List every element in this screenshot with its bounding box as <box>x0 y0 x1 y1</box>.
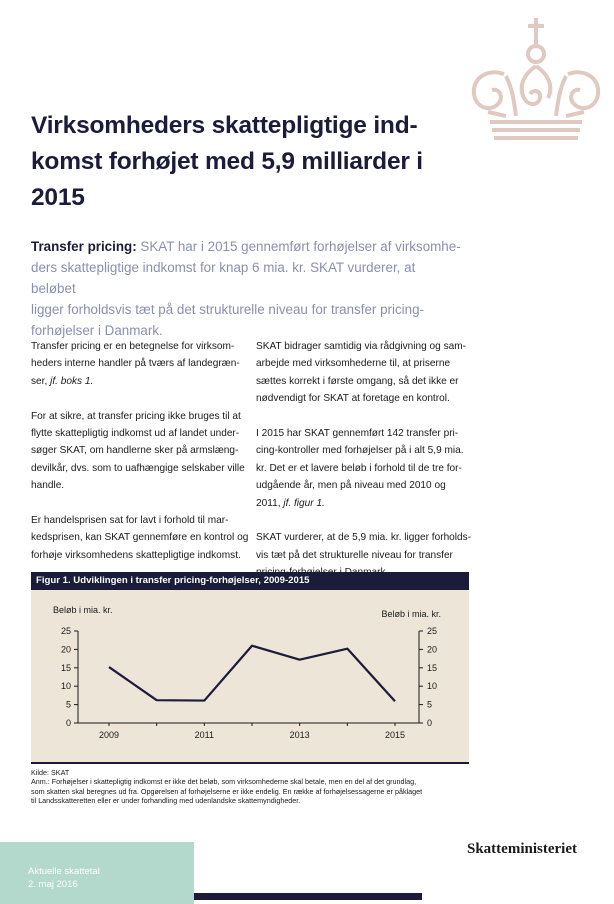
body-line: devilkår, dvs. som to uafhængige selskaber ville <box>31 462 245 474</box>
body-paragraph <box>31 338 249 390</box>
publication-date: 2. maj 2016 <box>28 879 78 890</box>
lead-line: SKAT har i 2015 gennemført forhøjelser af virksomhe- <box>136 239 461 254</box>
body-line: vis tæt på det strukturelle niveau for transfer <box>256 549 453 561</box>
lead-line: ders skattepligtige indkomst for knap 6 mia. kr. SKAT vurderer, at beløbet <box>31 260 416 296</box>
body-line: cing-kontroller med forhøjelser på i alt 5,9 mia. <box>256 445 464 457</box>
body-line: 2011, <box>256 497 284 509</box>
figure-bottom-rule <box>31 762 469 764</box>
lead-paragraph <box>31 236 461 341</box>
body-line: udgående år, men på niveau med 2010 og <box>256 480 446 492</box>
body-line: Er handelsprisen sat for lavt i forhold til mar- <box>31 515 229 527</box>
crown-icon <box>466 16 606 144</box>
y-tick-label-right: 20 <box>427 644 438 655</box>
y-tick-label-left: 20 <box>60 644 71 655</box>
footer-rule <box>194 893 422 900</box>
y-tick-label-left: 0 <box>65 718 71 728</box>
body-line: SKAT bidrager samtidig via rådgivning og sam- <box>256 341 467 352</box>
body-paragraph <box>256 338 474 408</box>
lead-label: Transfer pricing: <box>31 239 137 254</box>
x-tick-label: 2009 <box>98 730 120 740</box>
body-line: I 2015 har SKAT gennemført 142 transfer pri- <box>256 428 459 440</box>
ministry-logo-text: Skatteministeriet <box>467 841 577 857</box>
title-line: komst forhøjet med 5,9 milliarder i <box>31 148 423 175</box>
figure-title: Figur 1. Udviklingen i transfer pricing-forhøjelser, 2009-2015 <box>31 572 469 590</box>
figure-chart-area <box>31 590 469 762</box>
body-paragraph <box>31 408 249 495</box>
y-tick-label-right: 15 <box>427 662 438 673</box>
body-line: Transfer pricing er en betegnelse for virksom- <box>31 341 235 352</box>
y-tick-label-left: 25 <box>60 626 71 636</box>
body-line: ser, <box>31 375 51 387</box>
body-line: sættes korrekt i første omgang, så det ikke er <box>256 375 459 387</box>
y-tick-label-right: 25 <box>427 626 438 636</box>
body-paragraph <box>256 425 474 512</box>
body-line: SKAT vurderer, at de 5,9 mia. kr. ligger forholds- <box>256 532 472 544</box>
x-tick-label: 2011 <box>194 730 215 740</box>
y-tick-label-right: 0 <box>427 718 433 728</box>
y-tick-label-left: 10 <box>60 681 71 692</box>
body-paragraph <box>31 512 249 564</box>
body-line: kr. Det er et lavere beløb i forhold til de tre for- <box>256 462 462 474</box>
title-line: Virksomheders skattepligtige ind- <box>31 112 418 139</box>
body-line: flytte skattepligtig indkomst ud af landet under- <box>31 428 240 440</box>
figure-reference: jf. figur 1. <box>283 497 325 509</box>
figure-note-line: Anm.: Forhøjelser i skattepligtig indkomst er ikke det beløb, som virksomhederne skal betale, men en del af det grundlag, <box>31 777 417 787</box>
title-line: 2015 <box>31 184 85 211</box>
series-line <box>109 646 395 702</box>
body-column-right <box>256 338 474 599</box>
lead-line: forhøjelser i Danmark. <box>31 323 163 338</box>
box-reference: jf. boks 1. <box>50 375 94 387</box>
page-title <box>31 108 451 216</box>
body-line: arbejde med virksomhederne til, at priserne <box>256 358 451 370</box>
y-tick-label-left: 15 <box>60 662 71 673</box>
y-axis-label-right: Beløb i mia. kr. <box>381 609 441 619</box>
figure-note-line: til Landsskatteretten eller er under forhandling med udenlandske skattemyndigheder. <box>31 796 301 806</box>
x-tick-label: 2013 <box>289 730 310 740</box>
lead-line: ligger forholdsvis tæt på det strukturelle niveau for transfer pricing- <box>31 302 424 317</box>
body-line: handle. <box>31 480 65 492</box>
body-column-left <box>31 338 249 582</box>
figure-source: Kilde: SKAT <box>31 768 70 777</box>
y-tick-label-left: 5 <box>65 699 71 710</box>
x-tick-label: 2015 <box>384 730 406 740</box>
body-line: forhøje virksomhedens skattepligtige indkomst. <box>31 549 241 561</box>
y-tick-label-right: 10 <box>427 681 438 692</box>
y-axis-label-left: Beløb i mia. kr. <box>53 605 113 615</box>
body-line: søger SKAT, om handlerne sker på armslæng- <box>31 445 239 457</box>
publication-name: Aktuelle skattetal <box>28 866 100 877</box>
figure-note-line: som skatten skal beregnes ud fra. Opgørelsen af forhøjelserne er ikke endelig. En række af forhøjelsessagerne er påklaget <box>31 786 423 796</box>
line-chart <box>31 590 469 762</box>
body-line: nødvendigt for SKAT at foretage en kontrol. <box>256 393 450 405</box>
body-line: For at sikre, at transfer pricing ikke bruges til at <box>31 410 241 422</box>
figure-source-notes <box>31 768 471 806</box>
y-tick-label-right: 5 <box>427 699 433 710</box>
body-line: kedsprisen, kan SKAT gennemføre en kontrol og <box>31 532 249 544</box>
footer-publication-box <box>0 842 194 904</box>
body-line: heders interne handler på tværs af landegræn- <box>31 358 240 370</box>
